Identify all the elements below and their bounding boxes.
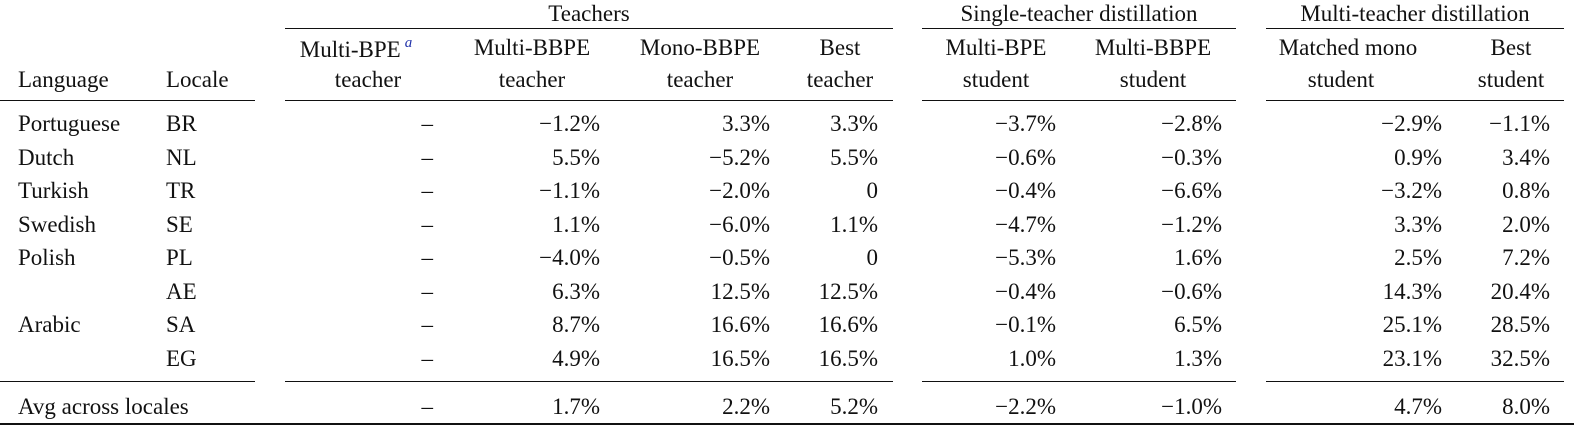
cell-locale: SA (166, 312, 196, 337)
avg-rule-multi (1266, 381, 1564, 382)
cell-language: Dutch (18, 144, 75, 170)
avg-cell-value: −1.0% (1161, 394, 1222, 419)
avg-cell-value: 5.2% (830, 394, 878, 419)
cell-value: 12.5% (710, 278, 770, 304)
cell-value: −6.0% (709, 211, 770, 237)
cell-value: 2.0% (1502, 211, 1550, 237)
col-multi-bbpe-teacher-line1: Multi-BBPE (473, 35, 591, 60)
cell-value: 0.9% (1394, 144, 1442, 170)
cell-value: 1.3% (1174, 345, 1222, 371)
cell-value: 1.0% (1008, 345, 1056, 371)
cell-value: −4.0% (539, 245, 600, 270)
cell-value: 14.3% (1382, 278, 1442, 304)
avg-label: Avg across locales (18, 394, 189, 419)
avg-rule-teachers (285, 381, 893, 382)
cell-locale: SE (166, 211, 193, 237)
cell-value: −0.3% (1161, 144, 1222, 170)
cell-locale: AE (166, 278, 197, 304)
cell-language: Turkish (18, 178, 89, 203)
cell-locale: EG (166, 345, 197, 371)
footnote-marker[interactable]: a (404, 35, 413, 51)
col-multi-bbpe-teacher-line2: teacher (498, 67, 566, 92)
avg-cell-value: 4.7% (1394, 394, 1442, 419)
cell-value: 6.5% (1174, 312, 1222, 337)
cell-locale: PL (166, 245, 193, 270)
cell-value: −0.5% (709, 245, 770, 270)
col-mono-bbpe-teacher-line2: teacher (666, 67, 734, 92)
cell-value: 25.1% (1382, 312, 1442, 337)
cell-value: 3.4% (1502, 144, 1550, 170)
cell-value: 16.5% (818, 345, 878, 371)
cell-value: −1.1% (539, 178, 600, 203)
cell-value: −4.7% (995, 211, 1056, 237)
cell-value: 0 (866, 178, 878, 203)
cell-value: 7.2% (1502, 245, 1550, 270)
col-multi-bpe-teacher-line2: teacher (334, 67, 402, 92)
cell-value: 16.6% (818, 312, 878, 337)
avg-cell-value: −2.2% (995, 394, 1056, 419)
cell-value: – (421, 144, 433, 170)
avg-cell-value: 8.0% (1502, 394, 1550, 419)
cell-value: – (421, 345, 433, 371)
cell-value: – (421, 211, 433, 237)
cell-value: −5.3% (995, 245, 1056, 270)
col-matched-mono-student-line1: Matched mono (1278, 35, 1418, 60)
cell-value: 5.5% (830, 144, 878, 170)
cell-value: 3.3% (722, 111, 770, 136)
cell-value: 8.7% (552, 312, 600, 337)
cell-value: −1.2% (539, 111, 600, 136)
cell-value: −3.2% (1381, 178, 1442, 203)
avg-rule-left (0, 381, 255, 382)
cell-value: 1.1% (552, 211, 600, 237)
cell-value: – (421, 278, 433, 304)
col-best-student-line2: student (1477, 67, 1545, 92)
cell-value: – (421, 245, 433, 270)
group-rule-single (922, 28, 1236, 29)
group-rule-teachers (285, 28, 893, 29)
cell-locale: BR (166, 111, 197, 136)
cell-value: −2.9% (1381, 111, 1442, 136)
cell-value: 3.3% (830, 111, 878, 136)
group-rule-multi (1266, 28, 1564, 29)
cell-value: – (421, 111, 433, 136)
header-rule-teachers (285, 100, 893, 101)
group-header-teachers: Teachers (548, 1, 630, 26)
cell-value: 0 (866, 245, 878, 270)
header-rule-single (922, 100, 1236, 101)
cell-value: 23.1% (1382, 345, 1442, 371)
cell-value: 16.5% (710, 345, 770, 371)
col-best-student-line1: Best (1490, 35, 1532, 60)
avg-rule-single (922, 381, 1236, 382)
cell-value: 1.1% (830, 211, 878, 237)
cell-value: −2.0% (709, 178, 770, 203)
cell-value: −0.1% (995, 312, 1056, 337)
cell-language: Swedish (18, 211, 96, 237)
cell-value: – (421, 312, 433, 337)
group-header-single-teacher: Single-teacher distillation (960, 1, 1198, 26)
group-header-multi-teacher: Multi-teacher distillation (1300, 1, 1530, 26)
cell-value: −1.1% (1489, 111, 1550, 136)
col-multi-bpe-student-line1: Multi-BPE (945, 35, 1047, 60)
avg-cell-value: – (421, 394, 433, 419)
cell-value: 4.9% (552, 345, 600, 371)
header-rule-left (0, 100, 255, 101)
cell-value: 12.5% (818, 278, 878, 304)
avg-cell-value: 2.2% (722, 394, 770, 419)
cell-value: 5.5% (552, 144, 600, 170)
col-best-teacher-line1: Best (819, 35, 861, 60)
cell-value: 2.5% (1394, 245, 1442, 270)
cell-value: 16.6% (710, 312, 770, 337)
col-language: Language (18, 67, 109, 92)
cell-value: −6.6% (1161, 178, 1222, 203)
cell-locale: NL (166, 144, 197, 170)
cell-value: −1.2% (1161, 211, 1222, 237)
avg-cell-value: 1.7% (552, 394, 600, 419)
col-multi-bpe-student-line2: student (962, 67, 1030, 92)
cell-value: −0.6% (1161, 278, 1222, 304)
cell-language: Portuguese (18, 111, 121, 136)
cell-value: 0.8% (1502, 178, 1550, 203)
cell-value: −3.7% (995, 111, 1056, 136)
cell-value: 32.5% (1490, 345, 1550, 371)
cell-value: – (421, 178, 433, 203)
col-multi-bbpe-student-line2: student (1119, 67, 1187, 92)
cell-locale: TR (166, 178, 196, 203)
col-multi-bpe-teacher-line1: Multi-BPE $^a$ (299, 35, 413, 62)
cell-value: −0.6% (995, 144, 1056, 170)
cell-value: −5.2% (709, 144, 770, 170)
cell-value: 1.6% (1174, 245, 1222, 270)
col-best-teacher-line2: teacher (806, 67, 874, 92)
col-mono-bbpe-teacher-line1: Mono-BBPE (639, 35, 761, 60)
cell-value: −2.8% (1161, 111, 1222, 136)
cell-value: −0.4% (995, 178, 1056, 203)
cell-value: 3.3% (1394, 211, 1442, 237)
cell-value: 20.4% (1490, 278, 1550, 304)
cell-value: 28.5% (1490, 312, 1550, 337)
cell-value: −0.4% (995, 278, 1056, 304)
cell-value: 6.3% (552, 278, 600, 304)
cell-language: Polish (18, 245, 76, 270)
cell-language: Arabic (18, 312, 81, 337)
header-rule-multi (1266, 100, 1564, 101)
col-matched-mono-student-line2: student (1307, 67, 1375, 92)
col-locale: Locale (166, 67, 229, 92)
bottom-rule (0, 423, 1574, 425)
col-multi-bbpe-student-line1: Multi-BBPE (1094, 35, 1212, 60)
